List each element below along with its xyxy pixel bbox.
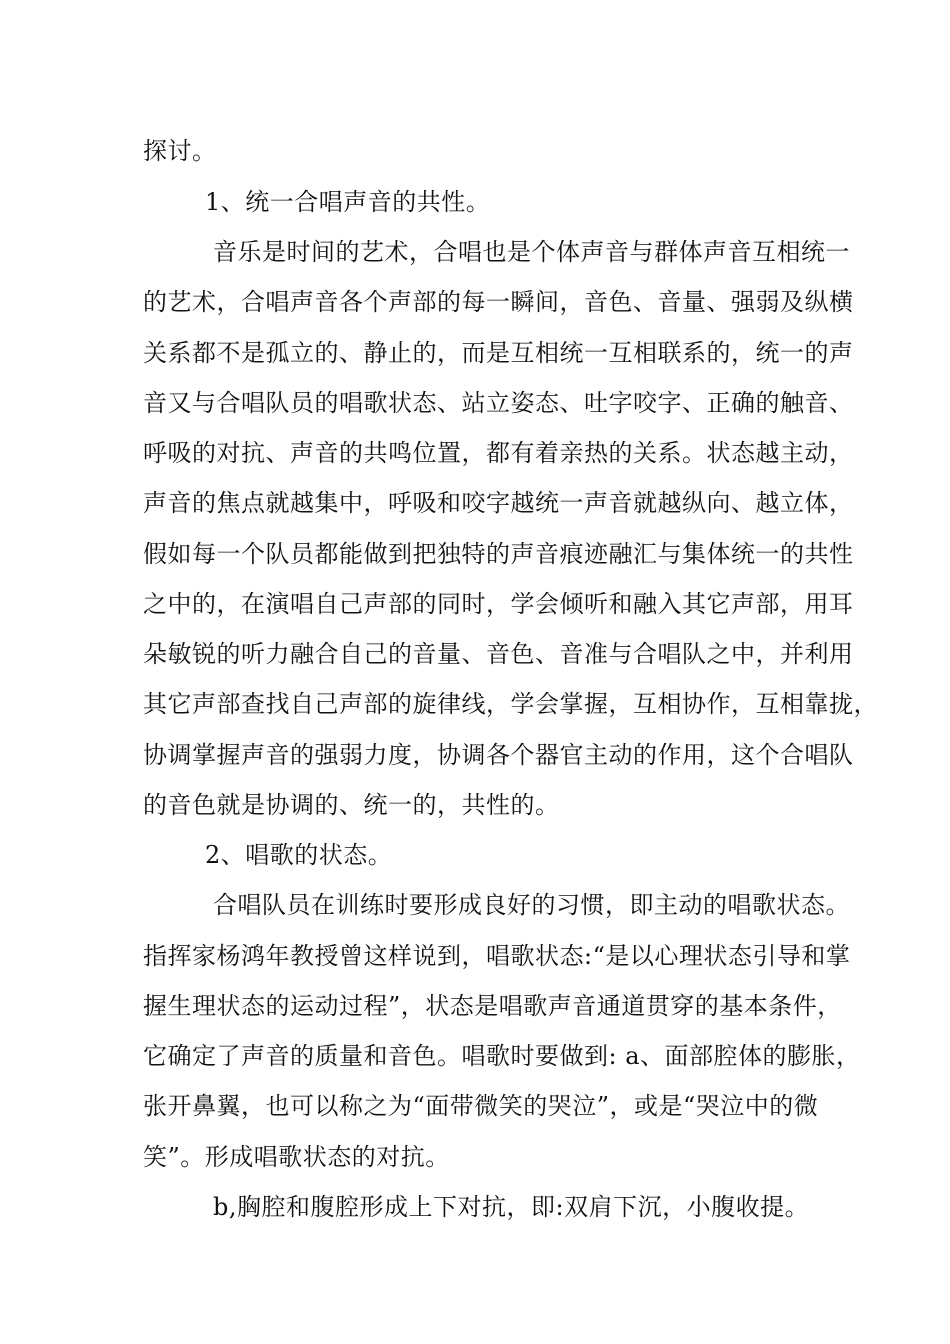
text-line: 协调掌握声音的强弱力度，协调各个器官主动的作用，这个合唱队 (143, 741, 854, 769)
text-line: 音乐是时间的艺术，合唱也是个体声音与群体声音互相统一 (213, 238, 850, 266)
text-line: 音又与合唱队员的唱歌状态、站立姿态、吐字咬字、正确的触音、 (143, 389, 854, 417)
text-line: 其它声部查找自己声部的旋律线，学会掌握，互相协作，互相靠拢， (143, 690, 878, 718)
section-heading: 2、唱歌的状态。 (205, 841, 393, 869)
section-heading: 1、统一合唱声音的共性。 (205, 188, 491, 216)
text-line: 指挥家杨鸿年教授曾这样说到，唱歌状态:“是以心理状态引导和掌 (143, 942, 851, 970)
text-line: 探讨。 (143, 137, 217, 165)
text-line: 呼吸的对抗、声音的共鸣位置，都有着亲热的关系。状态越主动， (143, 439, 854, 467)
text-line: 它确定了声音的质量和音色。唱歌时要做到: a、面部腔体的膨胀， (143, 1042, 861, 1070)
text-line: b,胸腔和腹腔形成上下对抗，即:双肩下沉，小腹收提。 (213, 1193, 810, 1221)
text-line: 握生理状态的运动过程”，状态是唱歌声音通道贯穿的基本条件， (143, 992, 842, 1020)
text-line: 声音的焦点就越集中，呼吸和咬字越统一声音就越纵向、越立体， (143, 489, 854, 517)
text-line: 的音色就是协调的、统一的，共性的。 (143, 791, 560, 819)
text-line: 关系都不是孤立的、静止的，而是互相统一互相联系的，统一的声 (143, 339, 854, 367)
text-line: 笑”。形成唱歌状态的对抗。 (143, 1143, 450, 1171)
text-line: 之中的，在演唱自己声部的同时，学会倾听和融入其它声部，用耳 (143, 590, 854, 618)
text-line: 张开鼻翼，也可以称之为“面带微笑的哭泣”，或是“哭泣中的微 (143, 1092, 819, 1120)
text-line: 假如每一个队员都能做到把独特的声音痕迹融汇与集体统一的共性 (143, 540, 854, 568)
text-line: 合唱队员在训练时要形成良好的习惯，即主动的唱歌状态。 (213, 891, 850, 919)
text-line: 的艺术，合唱声音各个声部的每一瞬间，音色、音量、强弱及纵横 (143, 288, 854, 316)
text-line: 朵敏锐的听力融合自己的音量、音色、音准与合唱队之中，并利用 (143, 640, 854, 668)
